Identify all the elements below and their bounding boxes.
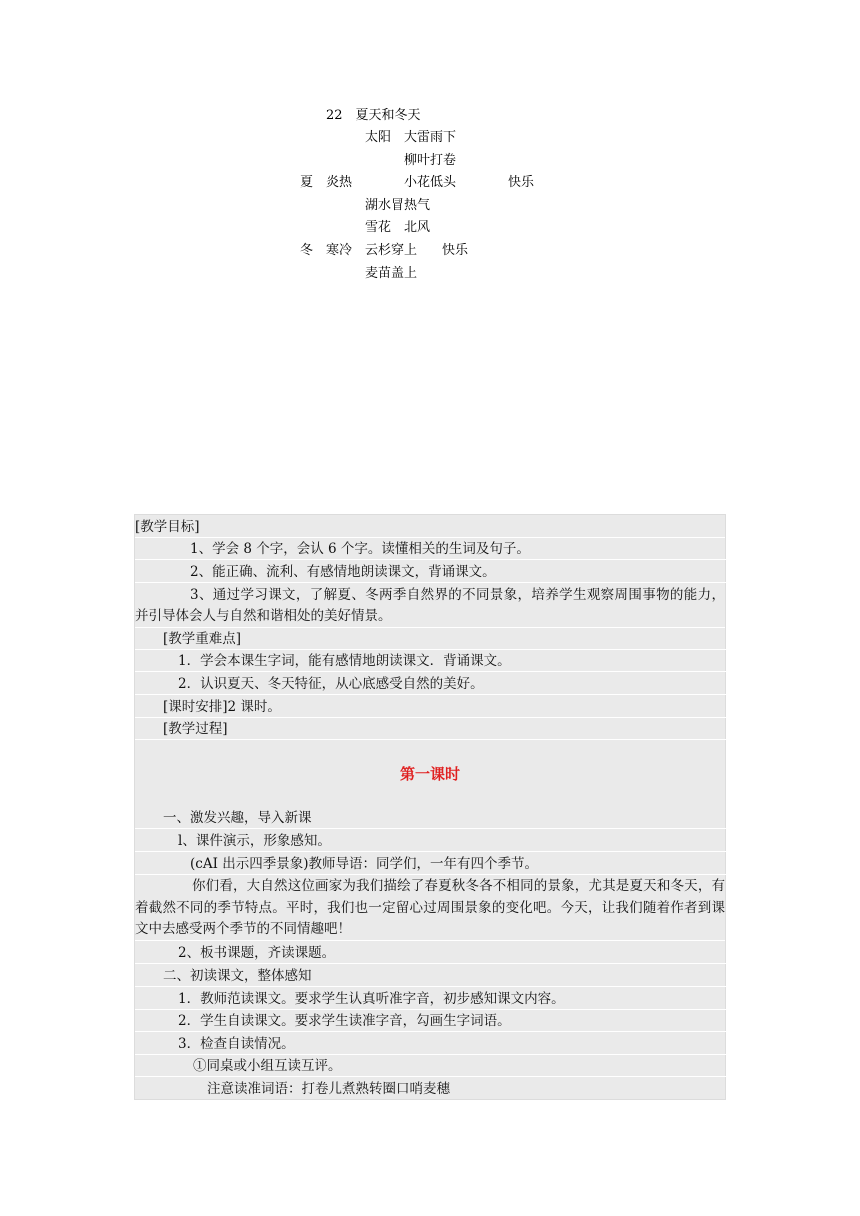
- board-title: 22 夏天和冬天: [326, 108, 421, 123]
- step-2-1: 1．教师范读课文。要求学生认真听准字音，初步感知课文内容。: [135, 989, 768, 1010]
- board-flower: 小花低头: [404, 175, 457, 190]
- board-sun: 太阳: [365, 130, 392, 145]
- step-2-3a: ①同桌或小组互读互评。: [135, 1056, 783, 1077]
- board-north-wind: 北风: [404, 220, 431, 235]
- goal-3: 3、通过学习课文，了解夏、冬两季自然界的不同景象，培养学生观察周围事物的能力，并引导体会人与自然和谐相处的美好情景。: [135, 585, 725, 628]
- board-summer-label: 夏: [300, 175, 314, 190]
- goals-heading: [教学目标]: [135, 517, 725, 538]
- step-1-2: 2、板书课题，齐读课题。: [135, 943, 768, 964]
- board-snow: 雪花: [365, 220, 392, 235]
- step-2-3: 3．检查自读情况。: [135, 1034, 768, 1055]
- key-point-2: 2．认识夏天、冬天特征，从心底感受自然的美好。: [135, 674, 768, 695]
- board-heavy-rain: 大雷雨下: [404, 130, 457, 145]
- goal-1: 1、学会 8 个字，会认 6 个字。读懂相关的生词及句子。: [135, 539, 780, 560]
- board-fir: 云杉穿上: [365, 243, 418, 258]
- step-2-2: 2．学生自读课文。要求学生读准字音，勾画生字词语。: [135, 1011, 768, 1032]
- step-2-3b: 注意读准词语：打卷儿煮熟转圈口哨麦穗: [207, 1081, 450, 1097]
- step-1-1: l、课件演示，形象感知。: [135, 831, 768, 852]
- board-summer-happy: 快乐: [508, 175, 535, 190]
- board-winter-cold: 寒冷: [326, 243, 353, 258]
- goal-2: 2、能正确、流利、有感情地朗读课文，背诵课文。: [135, 562, 780, 583]
- step-1-cai: (cAI 出示四季景象)教师导语：同学们，一年有四个季节。: [135, 854, 780, 875]
- key-point-1: 1．学会本课生字词，能有感情地朗读课文．背诵课文。: [135, 651, 768, 672]
- lesson-plan-panel: [134, 514, 726, 1100]
- process-heading: [教学过程]: [135, 719, 753, 740]
- step-2: 二、初读课文，整体感知: [135, 966, 753, 987]
- board-wheat: 麦苗盖上: [365, 266, 418, 281]
- lesson-title: 第一课时: [399, 765, 460, 783]
- schedule: [课时安排]2 课时。: [135, 697, 753, 718]
- step-1-paragraph: 你们看，大自然这位画家为我们描绘了春夏秋冬各不相同的景象，尤其是夏天和冬天，有着截然不同的季节特点。平时，我们也一定留心过周围景象的变化吧。今天，让我们随着作者到课文中去感受两个季节的不同情趣吧！: [135, 876, 725, 941]
- step-1: 一、激发兴趣，导入新课: [135, 808, 753, 829]
- key-points-heading: [教学重难点]: [135, 629, 753, 650]
- board-lake: 湖水冒热气: [365, 198, 431, 213]
- board-summer-hot: 炎热: [326, 175, 353, 190]
- board-winter-label: 冬: [300, 243, 314, 258]
- board-winter-happy: 快乐: [442, 243, 469, 258]
- board-willow: 柳叶打卷: [404, 153, 457, 168]
